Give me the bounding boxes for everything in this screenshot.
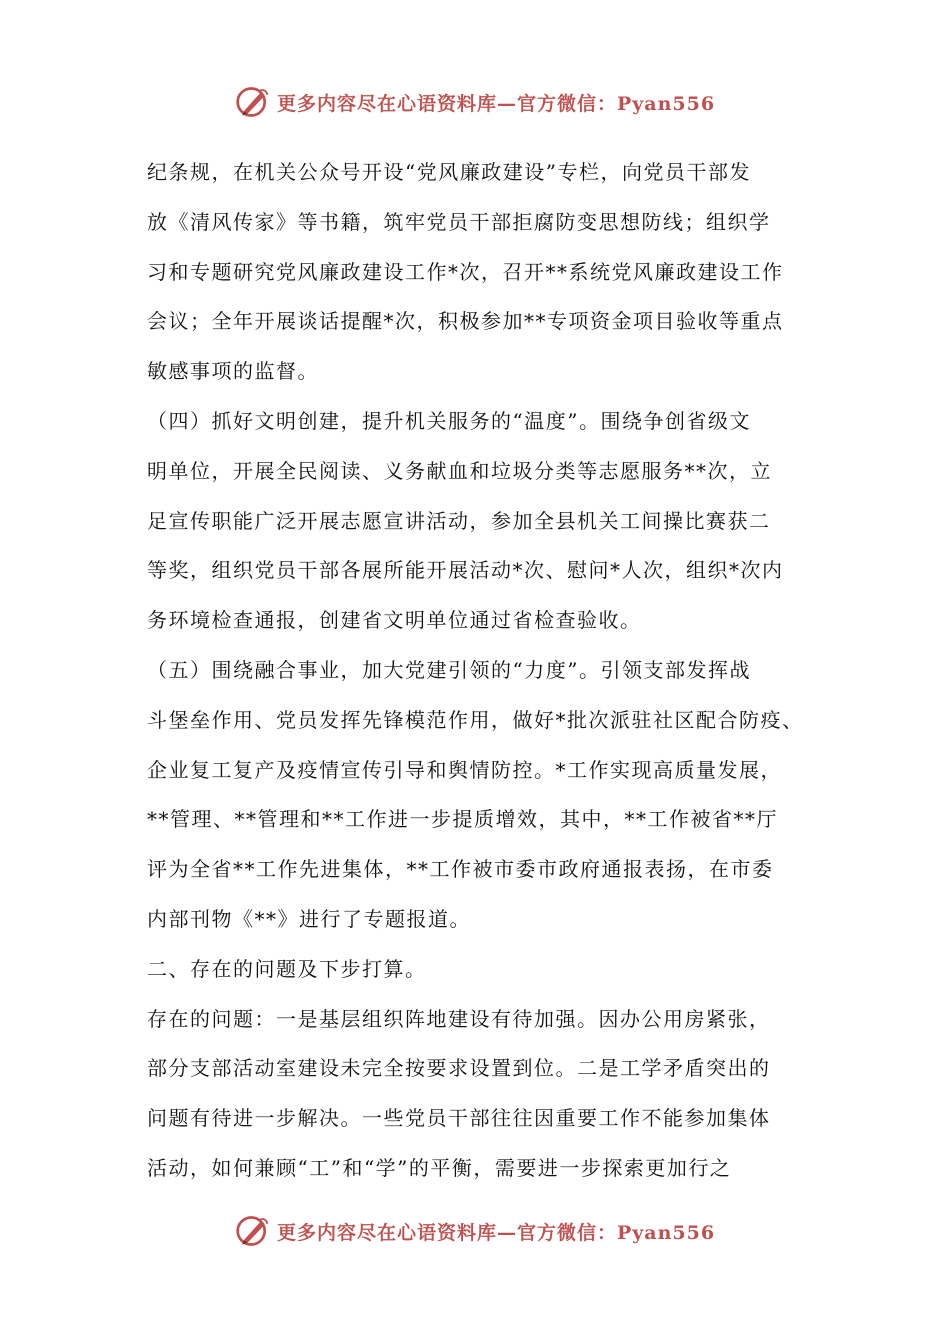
text-line: 放《清风传家》等书籍，筑牢党员干部拒腐防变思想防线；组织学 [147,209,771,234]
header-banner-text: 更多内容尽在心语资料库—官方微信：Pyan556 [276,92,716,115]
body-text [147,148,827,1194]
text-line: 纪条规，在机关公众号开设“党风廉政建设”专栏，向党员干部发 [147,160,751,184]
text-line: 斗堡垒作用、党员发挥先锋模范作用，做好*批次派驻社区配合防疫、 [147,707,804,732]
text-line: 评为全省**工作先进集体，**工作被市委市政府通报表扬，在市委 [147,857,774,882]
text-line: 二、存在的问题及下步打算。 [147,956,427,981]
text-line: **管理、**管理和**工作进一步提质增效，其中，**工作被省**厅 [147,807,778,832]
text-line: 存在的问题：一是基层组织阵地建设有待加强。因办公用房紧张， [147,1006,771,1031]
pen-logo-icon [235,1213,271,1249]
text-line: 企业复工复产及疫情宣传引导和舆情防控。*工作实现高质量发展， [147,757,782,782]
text-line: 活动，如何兼顾“工”和“学”的平衡，需要进一步探索更加行之 [147,1155,732,1180]
text-line: 习和专题研究党风廉政建设工作*次，召开**系统党风廉政建设工作 [147,259,784,284]
text-line: 敏感事项的监督。 [147,359,319,384]
text-line: 部分支部活动室建设未完全按要求设置到位。二是工学矛盾突出的 [147,1056,771,1081]
text-line: 明单位，开展全民阅读、义务献血和垃圾分类等志愿服务**次，立 [147,458,772,483]
text-line: 务环境检查通报，创建省文明单位通过省检查验收。 [147,608,642,633]
pen-logo-icon [235,84,271,120]
text-line: （四）抓好文明创建，提升机关服务的“温度”。围绕争创省级文 [147,408,751,433]
text-line: 等奖，组织党员干部各展所能开展活动*次、慰问*人次，组织*次内 [147,558,784,583]
footer-banner-text: 更多内容尽在心语资料库—官方微信：Pyan556 [276,1221,716,1244]
text-line: 足宣传职能广泛开展志愿宣讲活动，参加全县机关工间操比赛获二 [147,508,771,533]
text-line: （五）围绕融合事业，加大党建引领的“力度”。引领支部发挥战 [147,657,751,682]
footer-banner [0,1211,950,1251]
text-line: 内部刊物《**》进行了专题报道。 [147,906,471,931]
text-line: 会议；全年开展谈话提醒*次，积极参加**专项资金项目验收等重点 [147,309,784,334]
text-line: 问题有待进一步解决。一些党员干部往往因重要工作不能参加集体 [147,1106,771,1131]
header-banner [0,82,950,122]
